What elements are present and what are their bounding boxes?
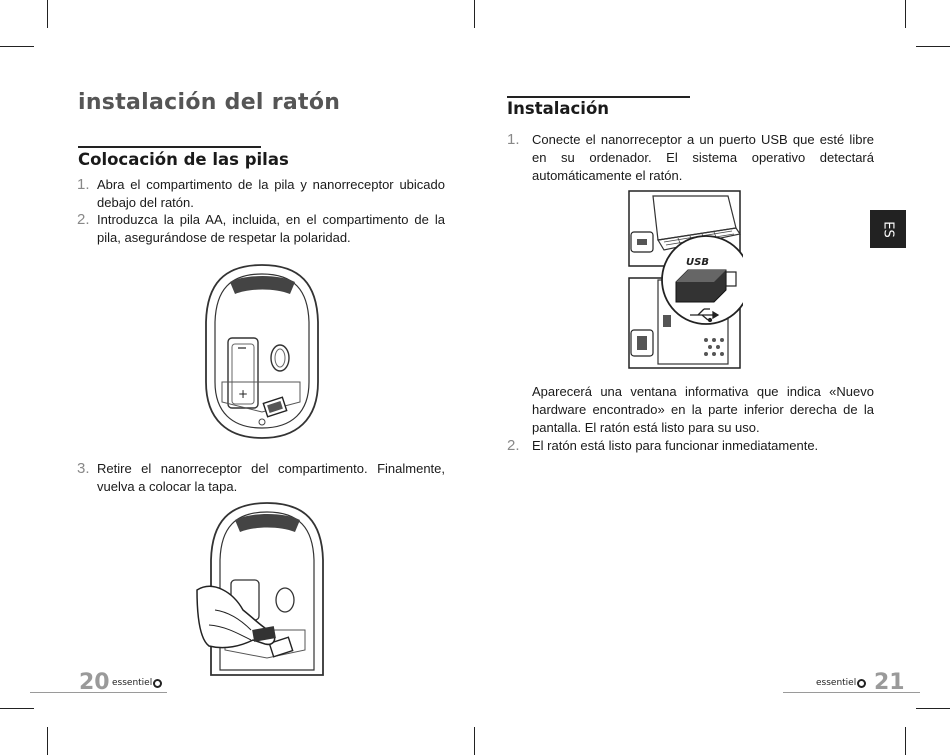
- step-text: Introduzca la pila AA, incluida, en el compartimento de la pila, asegurándose de respetar la polaridad.: [97, 212, 445, 245]
- brand-logo-left: [112, 678, 162, 688]
- step-1-connect-receiver: [507, 131, 874, 185]
- language-tab-label: ES: [880, 220, 896, 238]
- step-number: 3.: [77, 460, 90, 477]
- step-info-window: [532, 383, 874, 437]
- crop-mark: [47, 727, 48, 755]
- section-rule: [78, 146, 261, 148]
- step-text: Aparecerá una ventana informativa que indica «Nuevo hardware encontrado» en la parte inferior derecha de la pantalla. El ratón está listo para su uso.: [532, 384, 874, 435]
- page-title: instalación del ratón: [78, 90, 341, 115]
- brand-logo-right: [816, 678, 866, 688]
- crop-mark: [0, 46, 34, 47]
- crop-mark: [47, 0, 48, 28]
- usb-connection-illustration: [628, 190, 743, 370]
- crop-mark: [916, 708, 950, 709]
- step-number: 1.: [507, 131, 520, 148]
- step-1-open-compartment: [77, 176, 445, 212]
- crop-mark: [916, 46, 950, 47]
- mouse-battery-illustration: [200, 262, 325, 442]
- step-text: El ratón está listo para funcionar inmediatamente.: [532, 438, 819, 453]
- crop-mark: [474, 0, 475, 28]
- section-rule: [507, 96, 690, 98]
- step-text: Conecte el nanorreceptor a un puerto USB que esté libre en su ordenador. El sistema operativo detectará automáticamente el ratón.: [532, 132, 874, 183]
- brand-o-icon: [153, 679, 162, 688]
- crop-mark: [905, 727, 906, 755]
- page-number-right: 21: [874, 670, 905, 695]
- page-number-left: 20: [79, 670, 110, 695]
- language-tab: [870, 210, 906, 248]
- brand-text: essentiel: [816, 678, 857, 688]
- crop-mark: [474, 727, 475, 755]
- step-text: Abra el compartimento de la pila y nanorreceptor ubicado debajo del ratón.: [97, 177, 445, 210]
- crop-mark: [905, 0, 906, 28]
- brand-text: essentiel: [112, 678, 153, 688]
- usb-label: USB: [686, 257, 709, 268]
- step-number: 2.: [507, 437, 520, 454]
- step-text: Retire el nanorreceptor del compartimento. Finalmente, vuelva a colocar la tapa.: [97, 461, 445, 494]
- mouse-receiver-illustration: [195, 500, 330, 680]
- brand-o-icon: [857, 679, 866, 688]
- step-number: 1.: [77, 176, 90, 193]
- crop-mark: [0, 708, 34, 709]
- section-title-batteries: Colocación de las pilas: [78, 150, 289, 169]
- step-2-ready: [507, 437, 874, 455]
- section-title-installation: Instalación: [507, 99, 610, 118]
- step-2-insert-battery: [77, 211, 445, 247]
- step-number: 2.: [77, 211, 90, 228]
- battery-plus-sign: +: [238, 387, 249, 401]
- step-3-remove-receiver: [77, 460, 445, 496]
